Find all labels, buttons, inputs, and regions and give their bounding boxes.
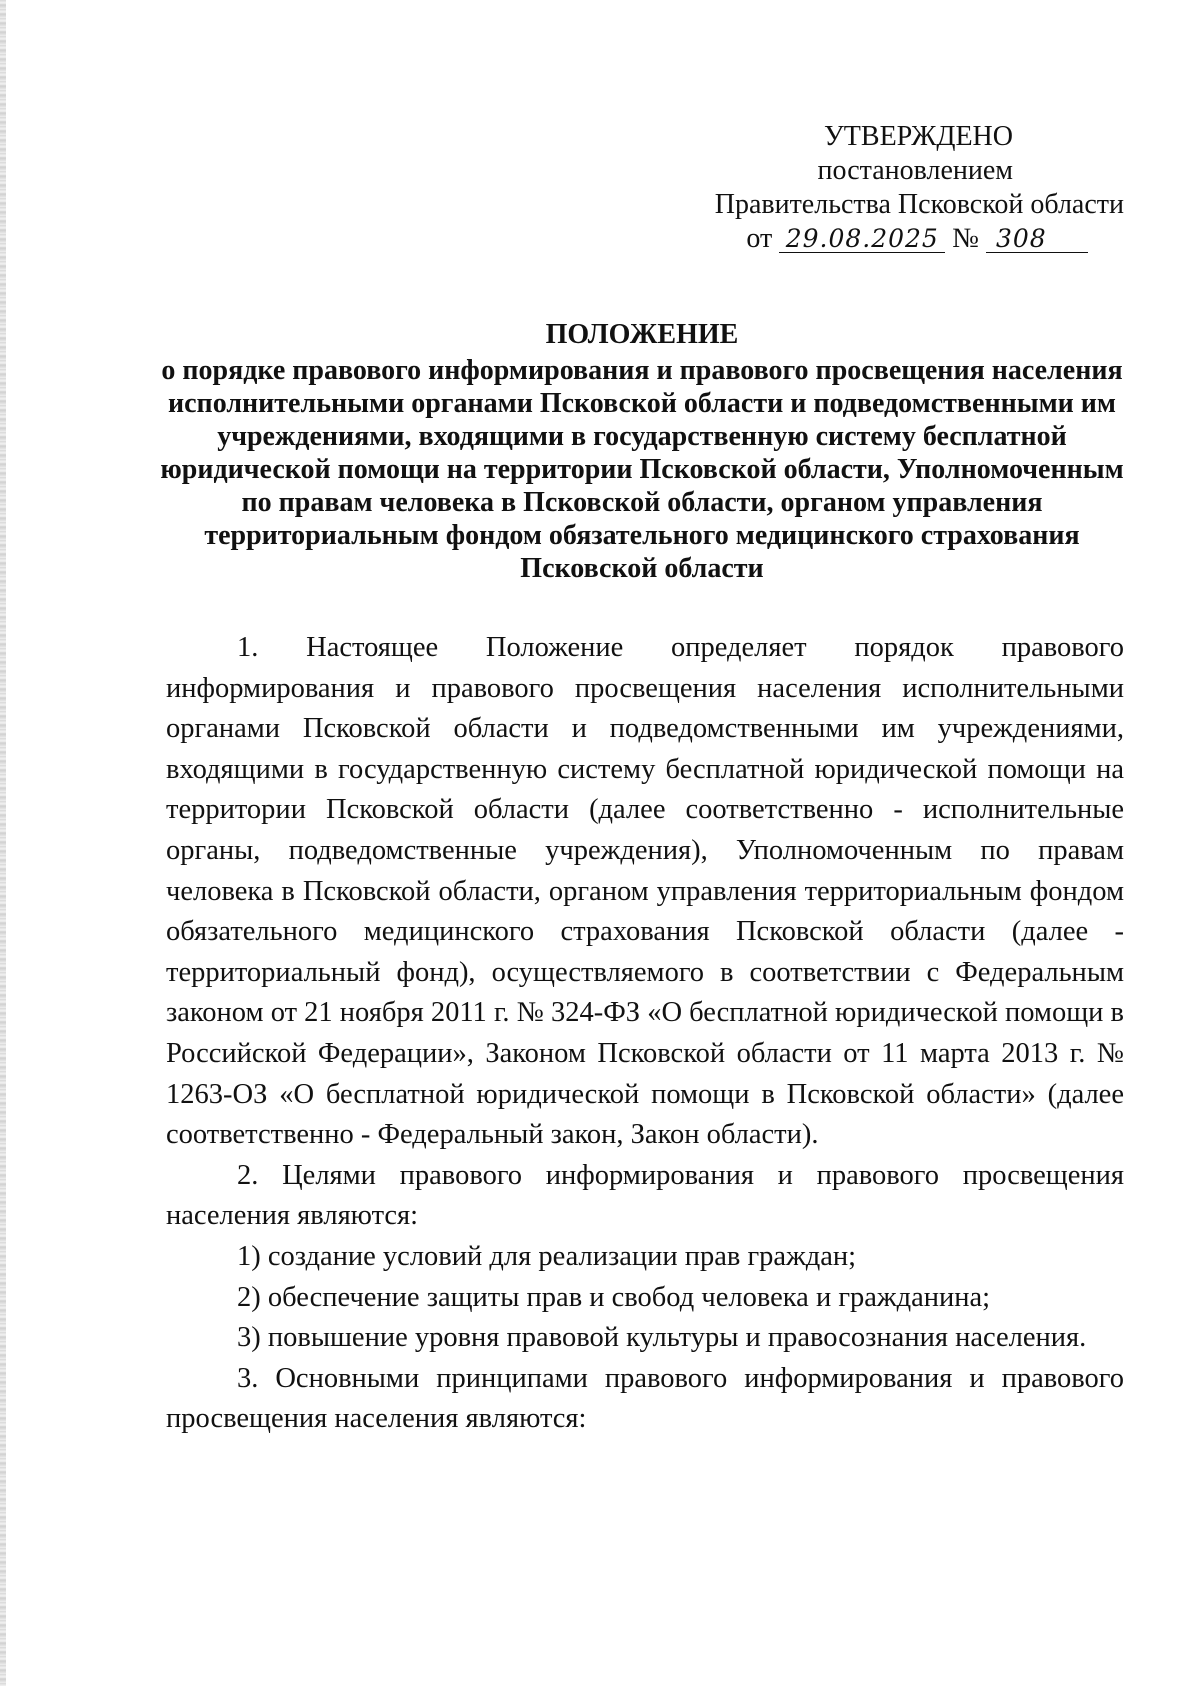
document-title: ПОЛОЖЕНИЕ (545, 319, 739, 350)
list-item-3: 3) повышение уровня правовой культуры и правосознания населения. (237, 1322, 1087, 1354)
list-item-1: 1) создание условий для реализации прав граждан; (237, 1240, 857, 1272)
number-prefix: № (952, 223, 979, 254)
document-title-block (160, 318, 1124, 585)
document-subtitle: о порядке правового информирования и правового просвещения населения исполнительными органами Псковской области и подведомственными им учреждениями, входящими в государственную систему бесплатной юридической помощи на территории Псковской области, Уполномоченным по правам человека в Псковской области, органом управления территориальным фондом обязательного медицинского страхования Псковской области (160, 355, 1124, 584)
handwritten-date: 29.08.2025 (779, 226, 945, 253)
authority-label: Правительства Псковской области (714, 189, 1124, 220)
paragraph-3: 3. Основными принципами правового информирования и правового просвещения населения являются: (166, 1362, 1124, 1435)
decree-label: постановлением (817, 155, 1013, 186)
list-item-2: 2) обеспечение защиты прав и свобод человека и гражданина; (237, 1281, 991, 1313)
date-prefix: от (746, 223, 773, 254)
handwritten-number: 308 (986, 226, 1088, 253)
scan-edge (0, 0, 6, 1686)
document-body (166, 628, 1124, 1440)
date-number-line (700, 222, 1124, 256)
approval-stamp-block (700, 120, 1124, 256)
paragraph-2: 2. Целями правового информирования и правового просвещения населения являются: (166, 1159, 1124, 1232)
paragraph-1: 1. Настоящее Положение определяет порядок правового информирования и правового просвещения населения исполнительными органами Псковской области и подведомственными им учреждениями, входящими в государственную систему бесплатной юридической помощи на территории Псковской области (далее соответственно - исполнительные органы, подведомственные учреждения), Уполномоченным по правам человека в Псковской области, органом управления территориальным фондом обязательного медицинского страхования Псковской области (далее - территориальный фонд), осуществляемого в соответствии с Федеральным законом от 21 ноября 2011 г. № 324-ФЗ «О бесплатной юридической помощи в Российской Федерации», Законом Псковской области от 11 марта 2013 г. № 1263-ОЗ «О бесплатной юридической помощи в Псковской области» (далее соответственно - Федеральный закон, Закон области). (166, 632, 1124, 1151)
approved-label: УТВЕРЖДЕНО (823, 121, 1013, 152)
